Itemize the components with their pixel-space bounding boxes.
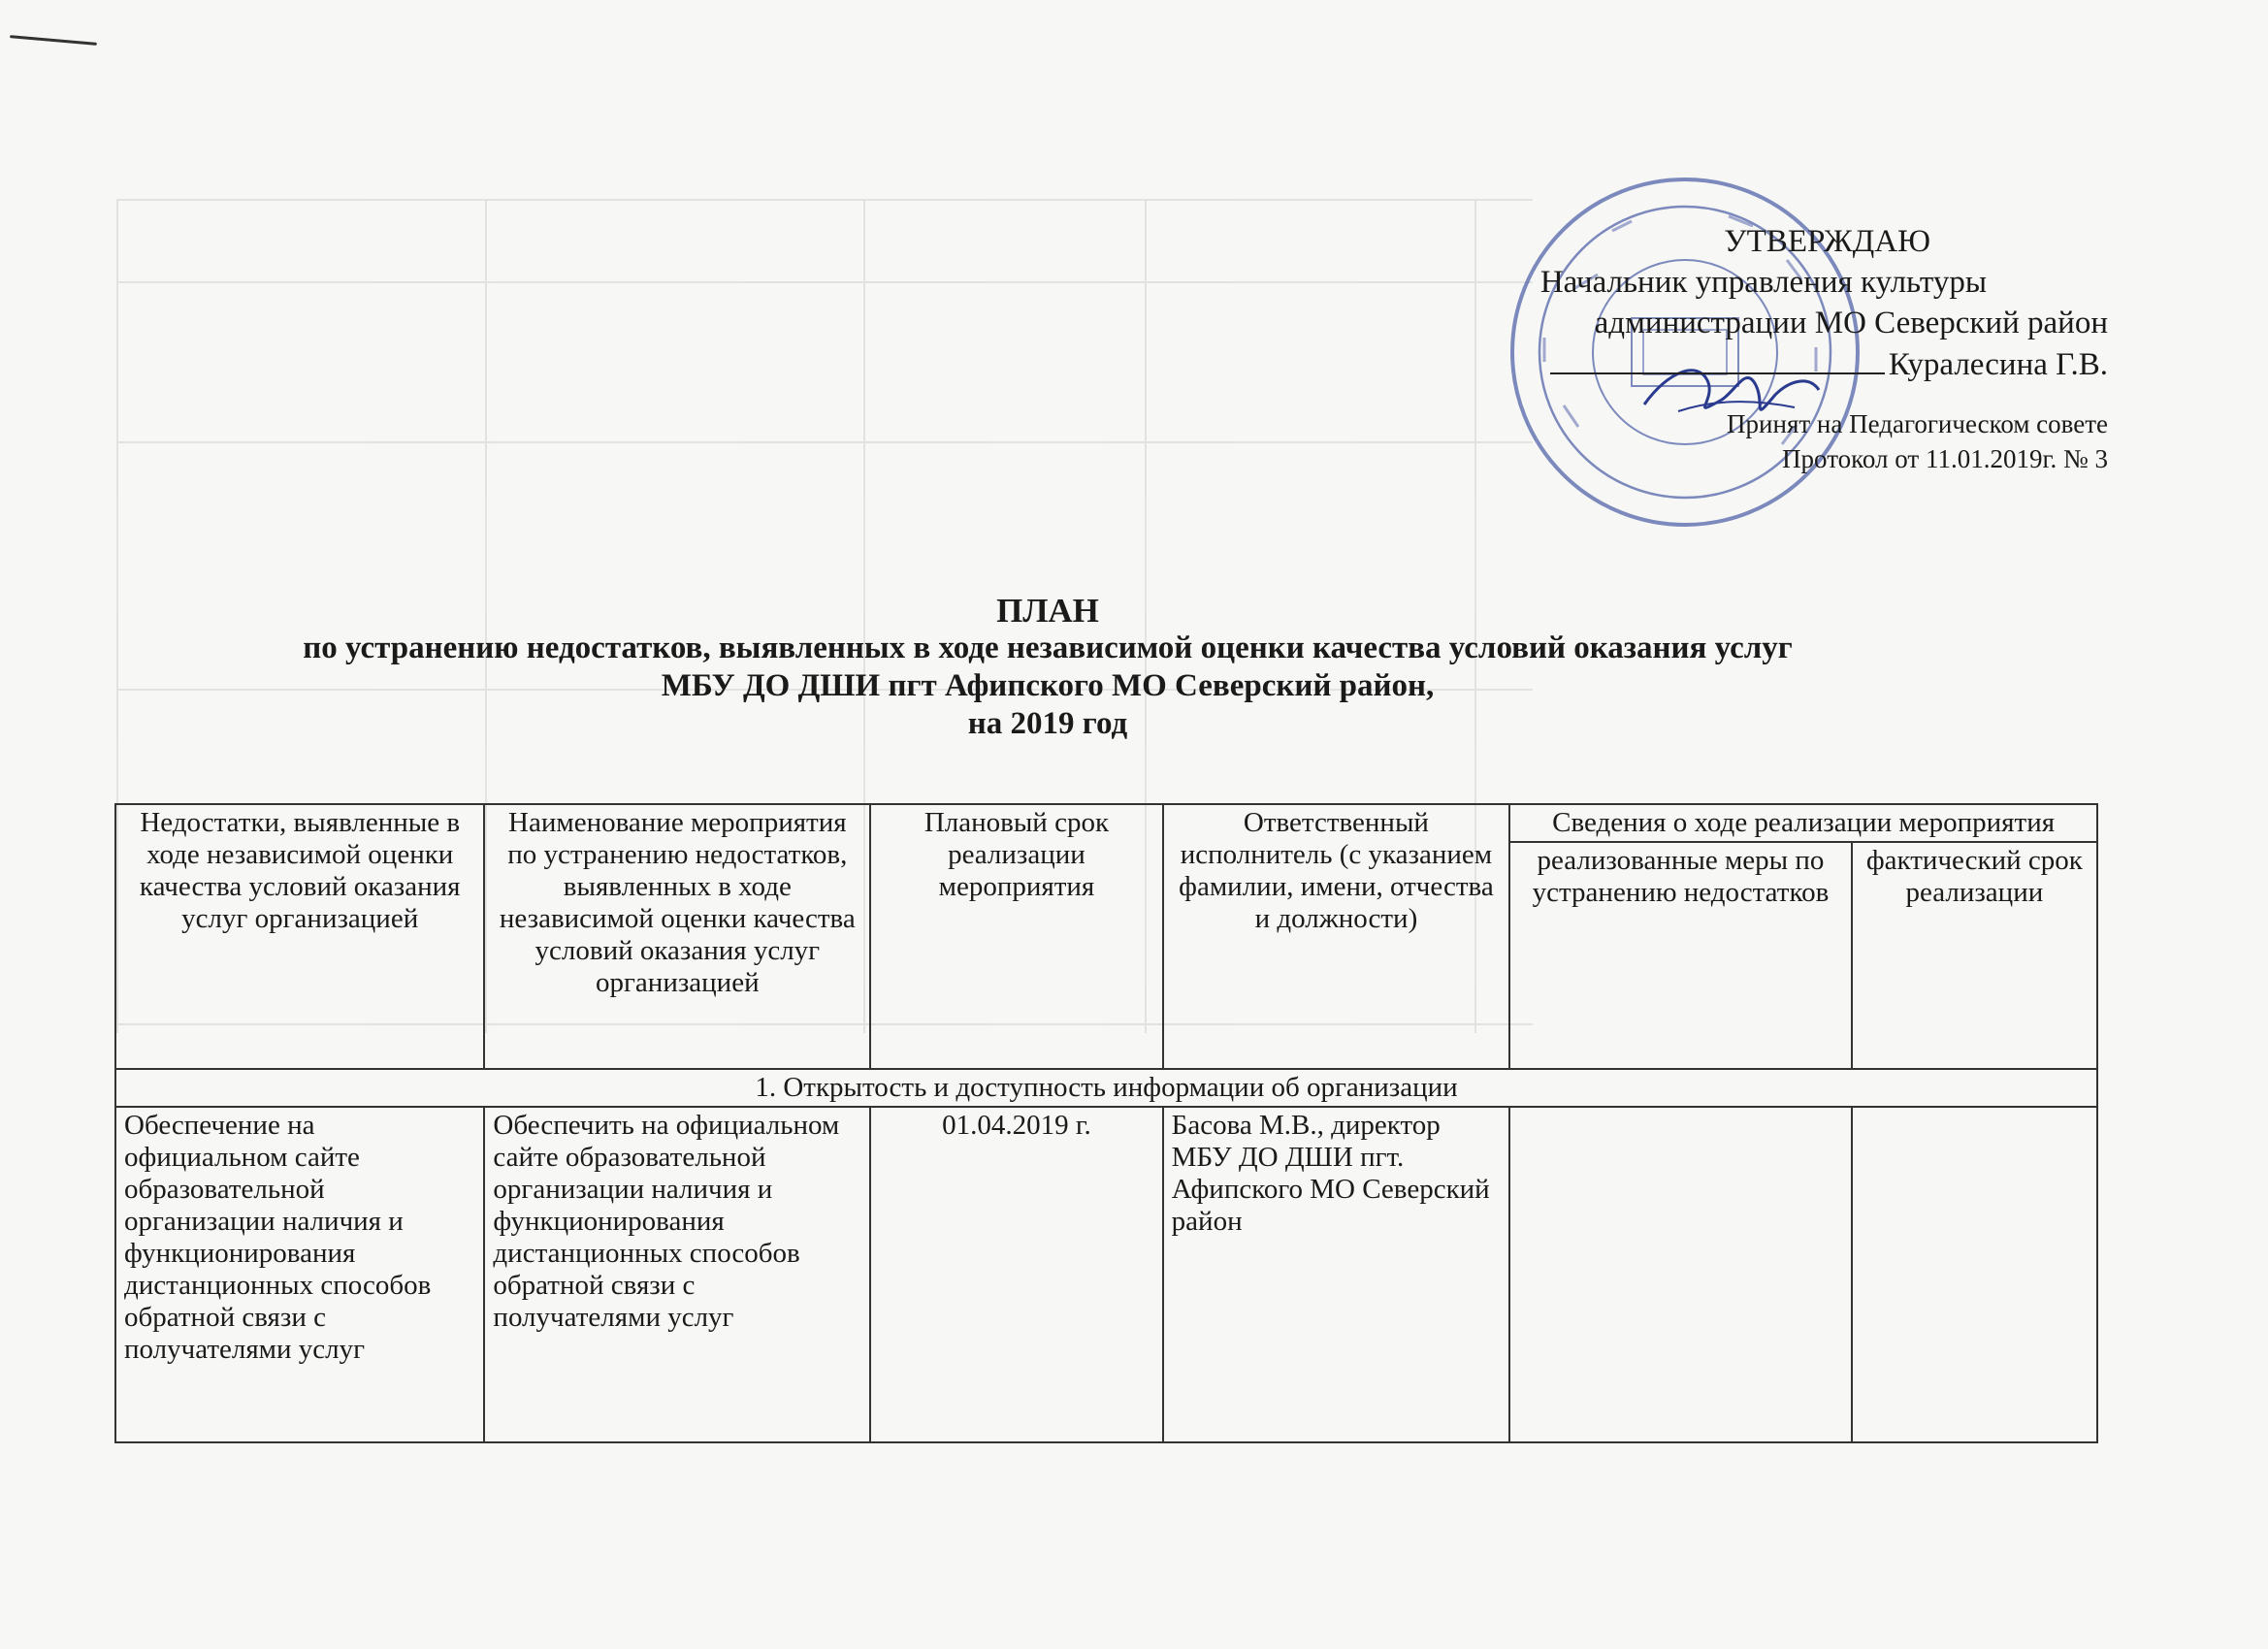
accepted-line1: Принят на Педагогическом совете <box>1727 409 2108 438</box>
section-row <box>115 1069 2097 1107</box>
cell-deficiency: Обеспечение на официальном сайте образовательной организации наличия и функционирования дистанционных способов обратной связи с получателями услуг <box>115 1107 484 1442</box>
cell-actual-date <box>1852 1107 2097 1442</box>
acceptance-note <box>1550 406 2108 476</box>
header-measure: Наименование мероприятия по устранению недостатков, выявленных в ходе независимой оценки качества условий оказания услуг организацией <box>484 804 870 1069</box>
cell-responsible: Басова М.В., директор МБУ ДО ДШИ пгт. Афипского МО Северский район <box>1163 1107 1510 1442</box>
approver-position-line1: Начальник управления культуры <box>1539 265 1987 300</box>
cell-implemented <box>1509 1107 1852 1442</box>
document-title <box>116 592 1979 743</box>
plan-table <box>114 803 2098 1443</box>
title-main: ПЛАН <box>996 592 1099 630</box>
approver-position-line2: администрации МО Северский район <box>1594 306 2108 340</box>
signer-name: Куралесина Г.В. <box>1888 347 2108 382</box>
signature-line <box>1550 343 2108 385</box>
title-line3: МБУ ДО ДШИ пгт Афипского МО Северский район, <box>661 668 1435 703</box>
header-deficiencies: Недостатки, выявленные в ходе независимой оценки качества условий оказания услуг организацией <box>115 804 484 1069</box>
header-responsible: Ответственный исполнитель (с указанием фамилии, имени, отчества и должности) <box>1163 804 1510 1069</box>
cell-measure: Обеспечить на официальном сайте образовательной организации наличия и функционирования дистанционных способов обратной связи с получателями услуг <box>484 1107 870 1442</box>
header-implemented-measures: реализованные меры по устранению недостатков <box>1509 842 1852 1069</box>
signature-underline <box>1550 343 1885 374</box>
cell-planned-date: 01.04.2019 г. <box>870 1107 1162 1442</box>
scan-mark <box>10 35 97 46</box>
approval-block <box>1539 221 2108 476</box>
accepted-line2: Протокол от 11.01.2019г. № 3 <box>1782 444 2108 473</box>
section-title: 1. Открытость и доступность информации об организации <box>115 1069 2097 1107</box>
header-planned-date: Плановый срок реализации мероприятия <box>870 804 1162 1069</box>
title-line4: на 2019 год <box>967 706 1128 741</box>
title-line2: по устранению недостатков, выявленных в ходе независимой оценки качества условий оказания услуг <box>303 630 1793 665</box>
header-actual-date: фактический срок реализации <box>1852 842 2097 1069</box>
approve-label: УТВЕРЖДАЮ <box>1724 224 1930 259</box>
table-row <box>115 1107 2097 1442</box>
header-implementation-group: Сведения о ходе реализации мероприятия <box>1509 804 2097 842</box>
